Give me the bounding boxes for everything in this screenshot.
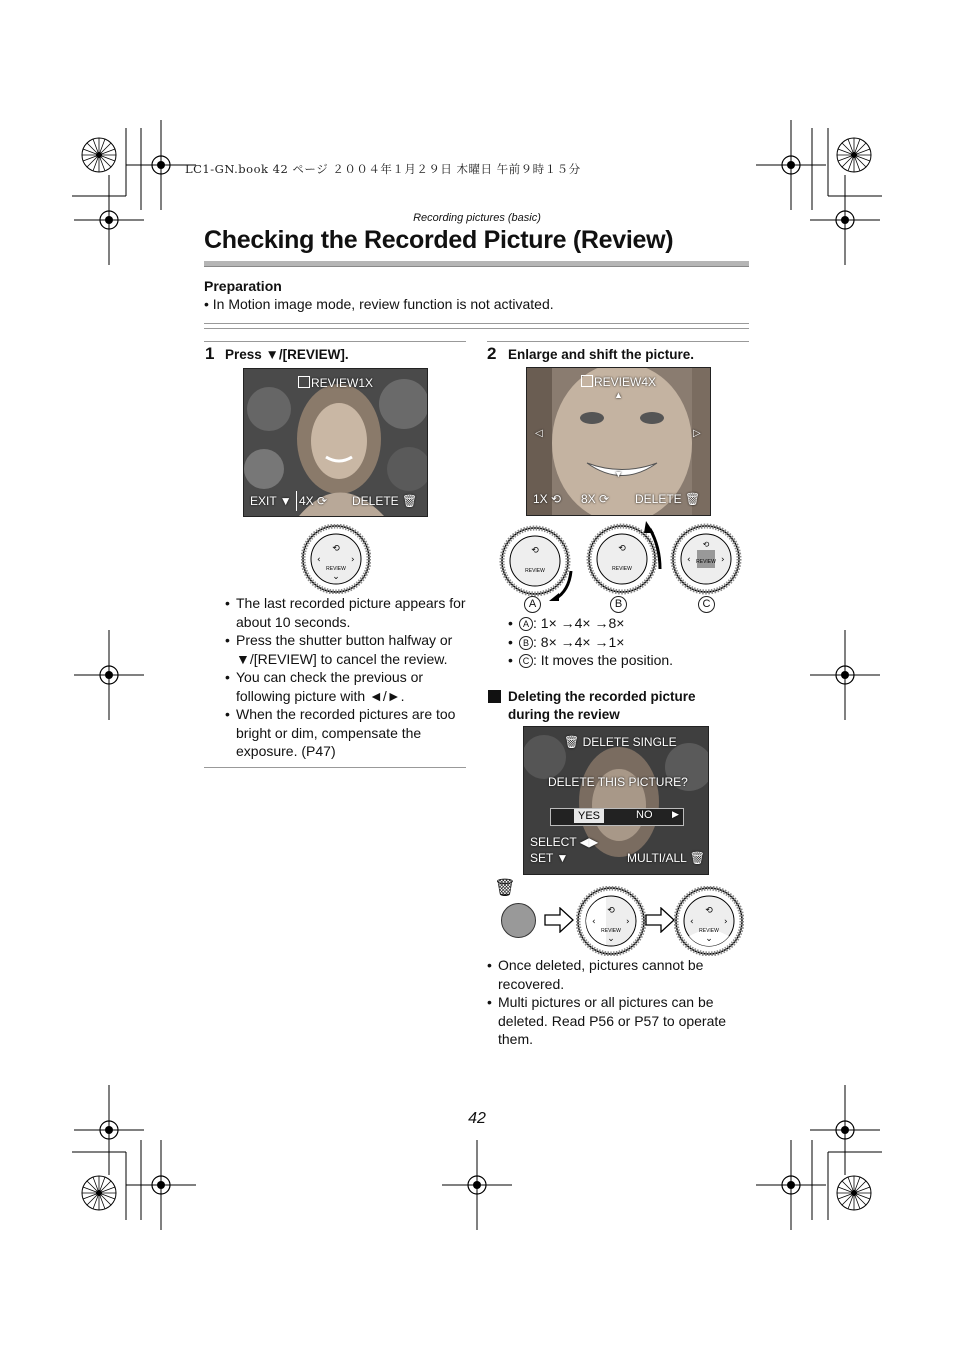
trash-icon: 🗑 (494, 878, 516, 897)
divider (204, 323, 749, 324)
delete-bullets (487, 956, 749, 1049)
svg-text:REVIEW: REVIEW (525, 568, 545, 574)
list-item: • The last recorded picture appears for about 10 seconds. (225, 594, 467, 631)
trash-icon: 🗑 (685, 492, 701, 506)
delete-heading: Deleting the recorded picture during the review (508, 689, 696, 722)
dial-b-icon (582, 519, 662, 599)
step1-number: 1 (205, 344, 215, 363)
review-label: REVIEW4X (581, 375, 656, 389)
list-item: • Once deleted, pictures cannot be recovered. (487, 956, 749, 993)
arrow-right-icon (645, 907, 675, 933)
exit-label: EXIT ▼ (250, 494, 292, 508)
step1-bullets (225, 594, 467, 761)
delete-question: DELETE THIS PICTURE? (548, 775, 688, 789)
review-screen-1x (243, 368, 428, 517)
zoom-in-label: 8X ⟳ (581, 492, 610, 506)
svg-text:‹: ‹ (317, 555, 321, 565)
svg-text:‹: ‹ (687, 555, 691, 565)
svg-text:⟲: ⟲ (618, 544, 626, 554)
no-button[interactable]: NO (636, 809, 653, 821)
list-item: • C : It moves the position. (508, 651, 748, 670)
delete-title: 🗑 DELETE SINGLE (564, 735, 677, 749)
right-arrow-icon: ▷ (693, 428, 701, 439)
select-label: SELECT ◀▶ (530, 835, 599, 849)
delete-screen (523, 726, 709, 875)
osd-divider (296, 491, 297, 511)
dial-a-icon (495, 521, 575, 601)
print-header: LC1-GN.book 42 ページ ２００４年１月２９日 木曜日 午前９時１５分 (185, 162, 581, 176)
list-item: • B : 8× →4× →1× (508, 633, 748, 652)
svg-text:⌄: ⌄ (607, 934, 615, 944)
svg-text:⌄: ⌄ (332, 572, 340, 582)
trash-icon: 🗑 (689, 851, 705, 865)
step2-label: Enlarge and shift the picture. (508, 347, 695, 362)
list-item: • Press the shutter button halfway or ▼/[REVIEW] to cancel the review. (225, 631, 467, 668)
set-label: SET ▼ (530, 851, 569, 865)
list-item: • You can check the previous or following picture with ◄/►. (225, 668, 467, 705)
down-arrow-icon: ▼ (614, 469, 623, 479)
arrow-right-icon (544, 907, 574, 933)
svg-text:REVIEW: REVIEW (326, 566, 346, 572)
svg-text:›: › (724, 917, 728, 927)
trash-icon: 🗑 (564, 735, 580, 749)
page-number: 42 (468, 1110, 486, 1127)
review-dial-down-icon (674, 886, 744, 956)
review-label: REVIEW1X (298, 376, 373, 390)
zoom-steps-list (508, 614, 748, 670)
step1-top-rule (204, 341, 466, 342)
svg-text:⟲: ⟲ (607, 906, 615, 916)
svg-text:REVIEW: REVIEW (699, 928, 719, 934)
portrait-icon (581, 375, 593, 387)
svg-text:⟲: ⟲ (702, 540, 710, 549)
review-dial-left-icon (576, 886, 646, 956)
page-title: Checking the Recorded Picture (Review) (204, 226, 674, 254)
up-arrow-icon: ▲ (614, 390, 623, 400)
svg-text:REVIEW: REVIEW (696, 559, 716, 565)
zoom-out-label: 1X ⟲ (533, 492, 562, 506)
label-b: B (610, 596, 627, 613)
review-dial-icon (301, 524, 371, 594)
label-c: C (698, 596, 715, 613)
dial-c-icon (666, 519, 746, 599)
step1-label: Press ▼/[REVIEW]. (225, 347, 349, 362)
trash-icon: 🗑 (402, 494, 418, 508)
svg-text:‹: ‹ (592, 917, 596, 927)
yes-button[interactable]: YES (574, 809, 604, 823)
preparation-heading: Preparation (204, 278, 282, 294)
svg-text:⟲: ⟲ (332, 544, 340, 554)
section-marker (488, 690, 501, 703)
svg-text:⌄: ⌄ (705, 934, 713, 944)
list-item: • Multi pictures or all pictures can be deleted. Read P56 or P57 to operate them. (487, 993, 749, 1049)
step2-number: 2 (487, 344, 497, 363)
label-a: A (524, 596, 541, 613)
list-item: • When the recorded pictures are too bright or dim, compensate the exposure. (P47) (225, 705, 467, 761)
svg-text:REVIEW: REVIEW (612, 566, 632, 572)
delete-button-icon (501, 903, 536, 938)
multi-all-label: MULTI/ALL 🗑 (627, 851, 705, 865)
yes-no-bar (550, 808, 684, 826)
divider (204, 328, 749, 329)
review-screen-4x (526, 367, 711, 516)
svg-text:›: › (351, 555, 355, 565)
title-underline (204, 261, 749, 267)
svg-text:›: › (721, 555, 725, 565)
step1-bottom-rule (204, 767, 466, 768)
svg-text:›: › (626, 917, 630, 927)
list-item: • A : 1× →4× →8× (508, 614, 748, 633)
running-title: Recording pictures (basic) (413, 212, 541, 224)
svg-text:‹: ‹ (690, 917, 694, 927)
svg-text:⟲: ⟲ (705, 906, 713, 916)
left-arrow-icon: ◁ (535, 428, 543, 439)
svg-text:⟲: ⟲ (531, 546, 539, 556)
delete-label: DELETE 🗑 (635, 492, 701, 506)
step2-top-rule (487, 341, 749, 342)
zoom-label: 4X ⟳ (299, 494, 328, 508)
delete-label: DELETE 🗑 (352, 494, 418, 508)
portrait-icon (298, 376, 310, 388)
preparation-text: • In Motion image mode, review function is not activated. (204, 296, 554, 312)
right-arrow-icon: ▶ (672, 809, 679, 819)
svg-text:REVIEW: REVIEW (601, 928, 621, 934)
